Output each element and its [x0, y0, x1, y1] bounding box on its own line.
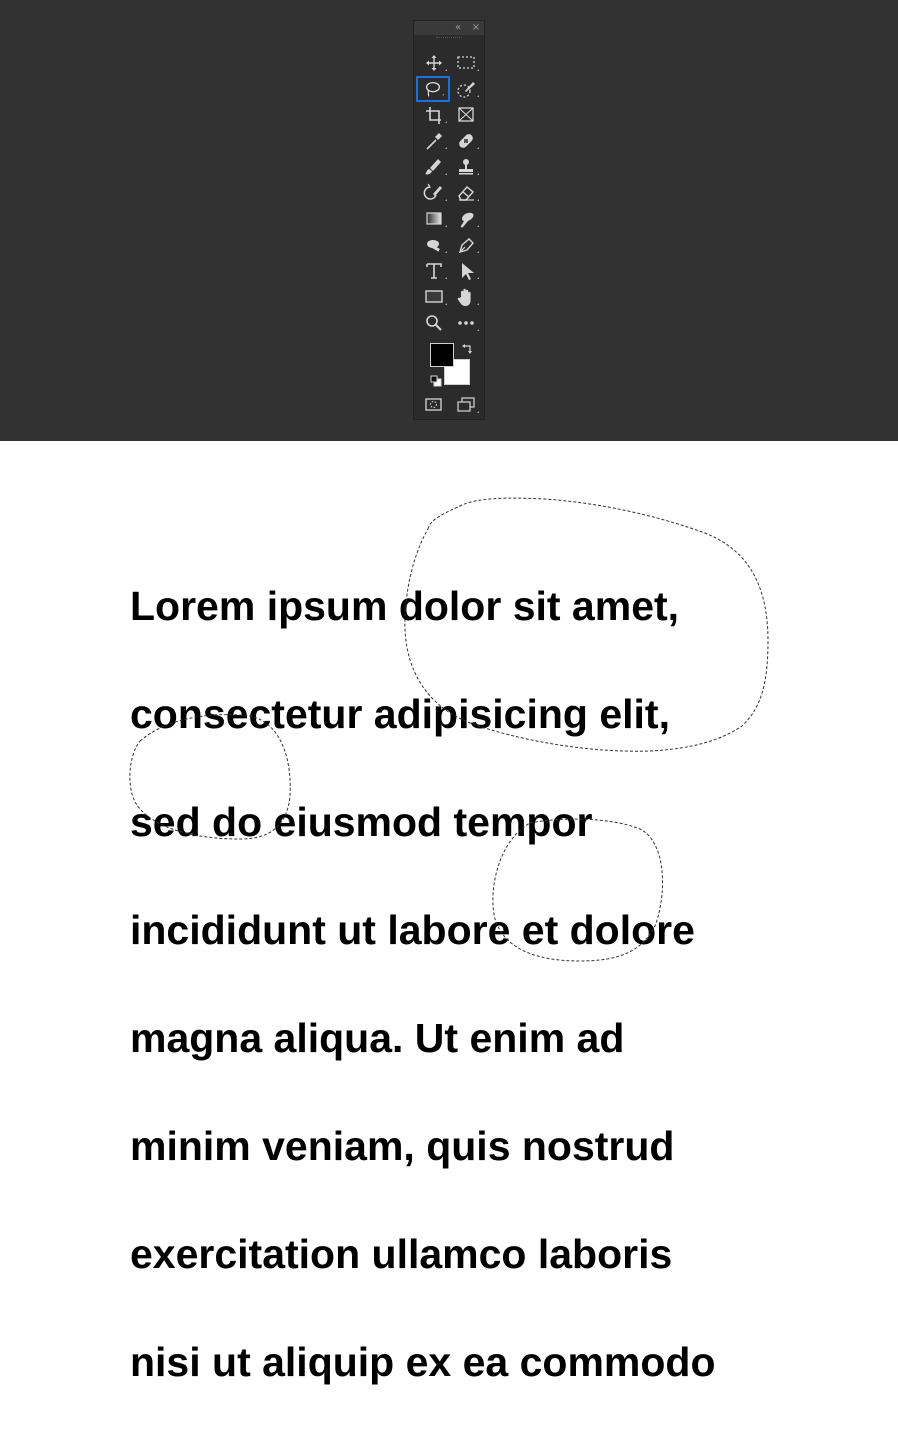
- zoom-icon: [418, 311, 450, 335]
- document-text: [130, 525, 830, 1443]
- type-tool[interactable]: [418, 259, 450, 283]
- default-colors-icon[interactable]: [430, 375, 442, 387]
- screen-mode-icon: [450, 393, 482, 417]
- lasso-icon: [418, 78, 448, 100]
- text-line: Lorem ipsum dolor sit amet,: [130, 583, 680, 629]
- brush-tool[interactable]: [418, 155, 450, 179]
- bandage-icon: [450, 129, 482, 153]
- frame-icon: [450, 103, 482, 127]
- text-line: nisi ut aliquip ex ea commodo: [130, 1339, 716, 1385]
- tools-panel: [413, 20, 485, 420]
- crop-icon: [418, 103, 450, 127]
- clone-stamp-tool[interactable]: [450, 155, 482, 179]
- path-selection-tool[interactable]: [450, 259, 482, 283]
- gradient-icon: [418, 207, 450, 231]
- eyedropper-icon: [418, 129, 450, 153]
- close-icon[interactable]: ×: [471, 22, 481, 33]
- type-icon: [418, 259, 450, 283]
- smudge-tool[interactable]: [450, 207, 482, 231]
- foreground-color-swatch[interactable]: [430, 343, 454, 367]
- history-brush-icon: [418, 181, 450, 205]
- panel-grip[interactable]: [436, 37, 462, 39]
- frame-tool[interactable]: [450, 103, 482, 127]
- dodge-icon: [418, 233, 450, 257]
- move-icon: [418, 51, 450, 75]
- move-tool[interactable]: [418, 51, 450, 75]
- history-brush-tool[interactable]: [418, 181, 450, 205]
- rectangle-tool[interactable]: [418, 285, 450, 309]
- hand-tool[interactable]: [450, 285, 482, 309]
- text-line: sed do eiusmod tempor: [130, 799, 593, 845]
- quick-selection-tool[interactable]: [450, 77, 482, 101]
- screen-mode-button[interactable]: [450, 393, 482, 417]
- collapse-icon[interactable]: «: [454, 22, 462, 33]
- quick-selection-icon: [450, 77, 482, 101]
- eyedropper-tool[interactable]: [418, 129, 450, 153]
- lasso-tool[interactable]: [416, 76, 450, 102]
- pen-icon: [450, 233, 482, 257]
- text-line: incididunt ut labore et dolore: [130, 907, 695, 953]
- text-line: exercitation ullamco laboris: [130, 1231, 673, 1277]
- workspace: [0, 0, 898, 441]
- color-swatches: [430, 343, 472, 387]
- dodge-tool[interactable]: [418, 233, 450, 257]
- healing-brush-tool[interactable]: [450, 129, 482, 153]
- marquee-icon: [450, 51, 482, 75]
- crop-tool[interactable]: [418, 103, 450, 127]
- eraser-icon: [450, 181, 482, 205]
- more-icon: [450, 311, 482, 335]
- hand-icon: [450, 285, 482, 309]
- text-line: magna aliqua. Ut enim ad: [130, 1015, 625, 1061]
- more-tools[interactable]: [450, 311, 482, 335]
- rectangular-marquee-tool[interactable]: [450, 51, 482, 75]
- eraser-tool[interactable]: [450, 181, 482, 205]
- brush-icon: [418, 155, 450, 179]
- zoom-tool[interactable]: [418, 311, 450, 335]
- text-line: minim veniam, quis nostrud: [130, 1123, 675, 1169]
- swap-colors-icon[interactable]: [461, 343, 473, 355]
- quick-mask-button[interactable]: [418, 393, 450, 417]
- document-canvas[interactable]: [0, 441, 898, 1385]
- arrow-icon: [450, 259, 482, 283]
- pen-tool[interactable]: [450, 233, 482, 257]
- text-line: consectetur adipisicing elit,: [130, 691, 670, 737]
- panel-header[interactable]: [414, 21, 484, 35]
- quick-mask-icon: [418, 393, 450, 417]
- smudge-icon: [450, 207, 482, 231]
- stamp-icon: [450, 155, 482, 179]
- gradient-tool[interactable]: [418, 207, 450, 231]
- rectangle-icon: [418, 285, 450, 309]
